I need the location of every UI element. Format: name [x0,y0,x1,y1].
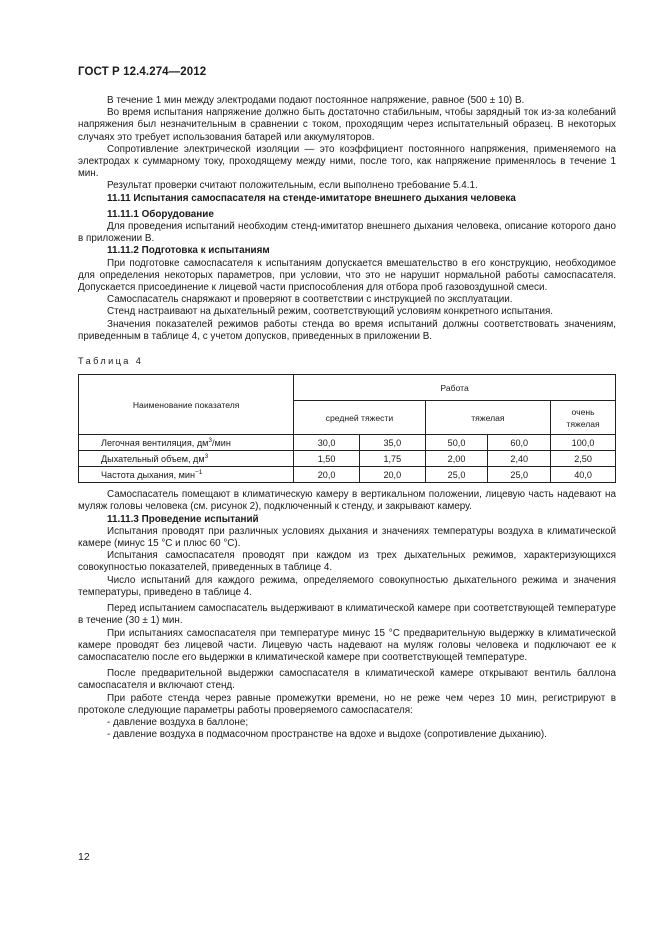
cell: 25,0 [488,467,551,483]
cell: 25,0 [425,467,488,483]
cell: 100,0 [551,435,616,451]
cell: 1,75 [359,451,425,467]
section-heading-11-11-1: 11.11.1 Оборудование [107,208,214,220]
paragraph: При работе стенда через равные промежутки времени, но не реже чем через 10 мин, регистрируют в протоколе следующие параметры работы проверяемого самоспасателя: [78,692,616,716]
section-heading-11-11: 11.11 Испытания самоспасателя на стенде-имитаторе внешнего дыхания человека [107,192,516,204]
cell: 50,0 [425,435,488,451]
paragraph: Испытания проводят при различных условиях дыхания и значениях температуры воздуха в климатической камере (минус 15 °С и плюс 60 °С). [78,525,616,550]
table-4 [78,374,616,483]
paragraph: Результат проверки считают положительным, если выполнено требование 5.4.1. [107,180,478,192]
cell: 2,40 [488,451,551,467]
cell: 35,0 [359,435,425,451]
paragraph: Число испытаний для каждого режима, определяемого совокупностью дыхательного режима и значения температуры, приведено в таблице 4. [78,574,616,598]
cell: 2,00 [425,451,488,467]
row-label: Частота дыхания, мин$^{-1}$ [79,467,294,483]
cell: 2,50 [551,451,616,467]
table-row [79,451,616,467]
paragraph: При подготовке самоспасателя к испытаниям допускается вмешательство в его конструкцию, необходимое для определения некоторых параметров, при условии, что это не нарушит нормальной работы самоспасателя. Допускается присоединение к лицевой части приспособления для отбора проб газовоздушной смеси. [78,257,616,294]
table-caption: Таблица 4 [78,356,144,367]
column-header-very-heavy [551,401,616,435]
section-heading-11-11-3: 11.11.3 Проведение испытаний [107,513,259,525]
cell: 60,0 [488,435,551,451]
paragraph: Самоспасатель помещают в климатическую камеру в вертикальном положении, лицевую часть надевают на муляж головы человека (см. рисунок 2), подключенный к стенду, и закрывают камеру. [78,489,616,513]
row-label: Легочная вентиляция, $дм^3$/мин [79,435,294,451]
paragraph: Для проведения испытаний необходим стенд-имитатор внешнего дыхания человека, описание которого дано в приложении В. [78,221,616,245]
column-group-work: Работа [294,375,616,401]
cell: 20,0 [294,467,360,483]
document-body [78,95,616,741]
cell: 30,0 [294,435,360,451]
paragraph: В течение 1 мин между электродами подают постоянное напряжение, равное (500 ± 10) В. [107,95,525,106]
paragraph: Стенд настраивают на дыхательный режим, соответствующий условиям конкретного испытания. [107,306,554,318]
column-header-medium: средней тяжести [294,401,425,435]
table-row [79,435,616,451]
paragraph: После предварительной выдержки самоспасателя в климатической камере открывают вентиль баллона самоспасателя и включают стенд. [78,668,616,692]
list-item: - давление воздуха в баллоне; [107,716,249,728]
paragraph: Перед испытанием самоспасатель выдерживают в климатической камере при соответствующей температуре в течение (30 ± 1) мин. [78,603,616,627]
cell: 1,50 [294,451,360,467]
column-header-heavy: тяжелая [425,401,550,435]
column-header-name: Наименование показателя [79,375,294,435]
section-heading-11-11-2: 11.11.2 Подготовка к испытаниям [107,245,270,257]
paragraph: При испытаниях самоспасателя при температуре минус 15 °С предварительную выдержку в климатической камере проводят без лицевой части. Лицевую часть надевают на муляж головы человека и подключают ее к самоспасателю после его выдержки в климатической камере при соответствующей температуре. [78,627,616,663]
header-line: очень [571,406,595,417]
cell: 20,0 [359,467,425,483]
page-number: 12 [78,851,90,863]
paragraph: Испытания самоспасателя проводят при каждом из трех дыхательных режимов, характеризующихся совокупностью показателей, приведенных в таблице 4. [78,550,616,574]
row-label: Дыхательный объем, $дм^3$ [79,451,294,467]
paragraph: Сопротивление электрической изоляции — это коэффициент постоянного напряжения, применяемого на электродах к суммарному току, проходящему между ними, после того, как напряжение применялось в течение 1 мин. [78,143,616,180]
header-line: тяжелая [566,418,600,429]
list-item: - давление воздуха в подмасочном пространстве на вдохе и выдохе (сопротивление дыханию). [107,729,547,741]
paragraph: Самоспасатель снаряжают и проверяют в соответствии с инструкцией по эксплуатации. [107,294,513,306]
document-header: ГОСТ Р 12.4.274—2012 [78,66,207,78]
cell: 40,0 [551,467,616,483]
paragraph: Во время испытания напряжение должно быть достаточно стабильным, чтобы зарядный ток из-за колебаний напряжения был незначительным в сравнении с током, проходящим через испытательный образец. В некоторых случаях это требует использования батарей или аккумуляторов. [78,107,616,143]
table-row [79,467,616,483]
paragraph: Значения показателей режимов работы стенда во время испытаний должны соответствовать значениям, приведенным в таблице 4, с учетом допусков, приведенных в приложении В. [78,318,616,342]
